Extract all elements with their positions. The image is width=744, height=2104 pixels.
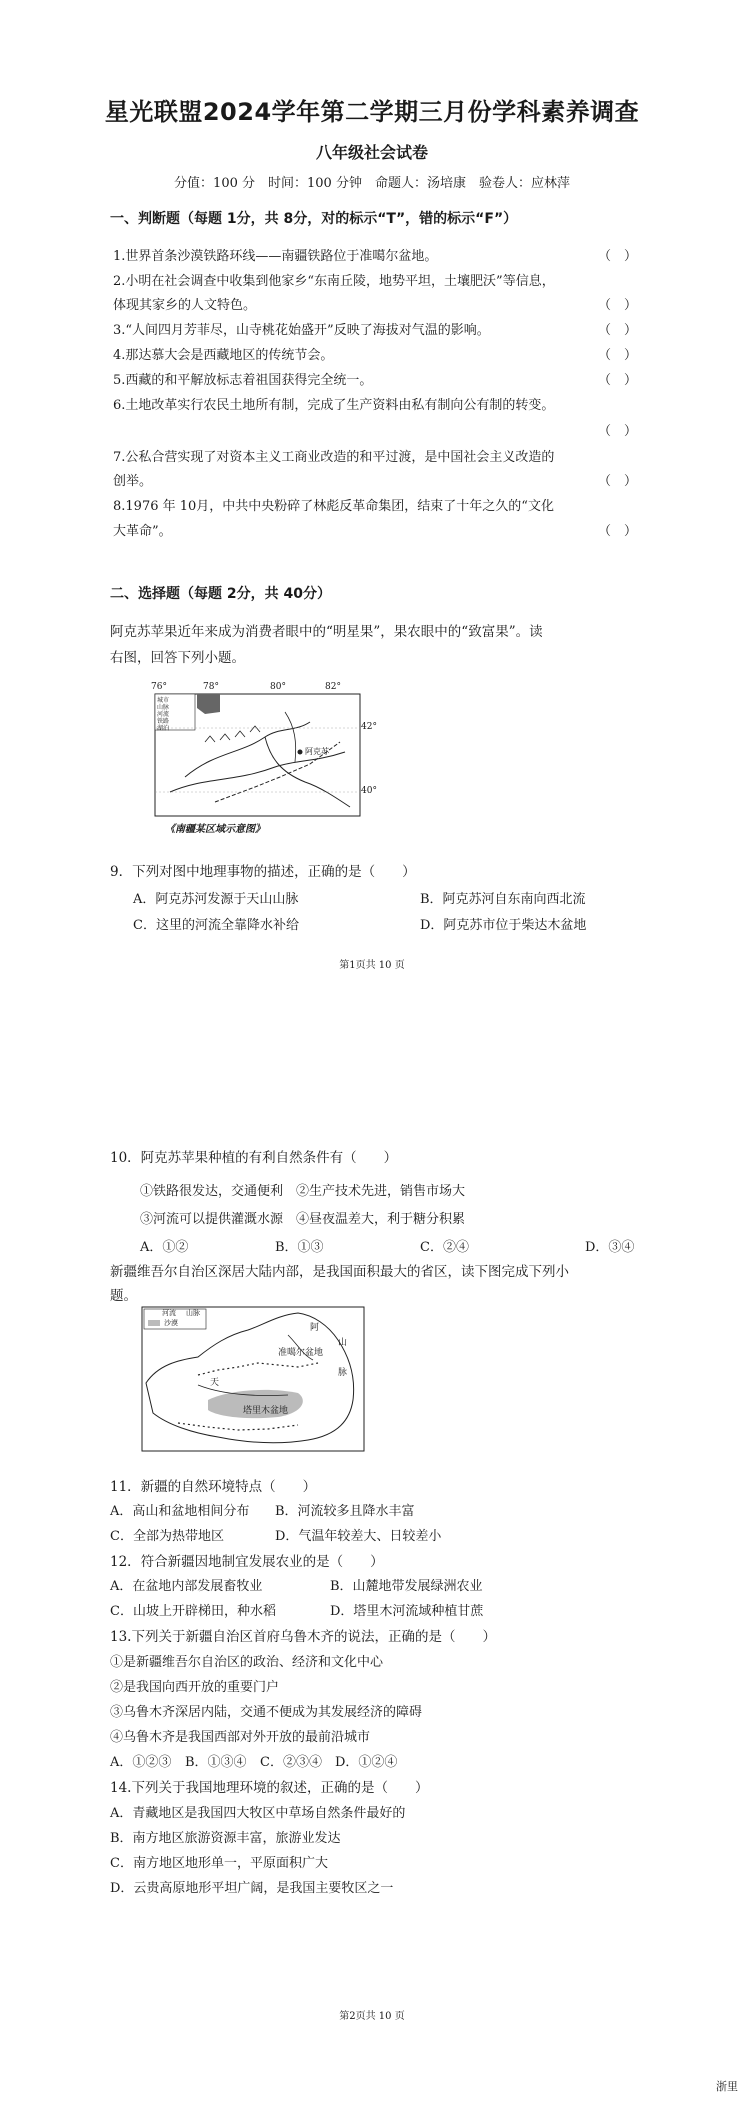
tf-item-1: 1.世界首条沙漠铁路环线——南疆铁路位于准噶尔盆地。 (113, 249, 438, 264)
tf-answer-7: （ ） (598, 474, 638, 489)
q9-option-d: D．阿克苏市位于柴达木盆地 (420, 918, 587, 933)
tf-answer-2: （ ） (598, 298, 638, 313)
page2-footer: 第2页共 10 页 (339, 2011, 405, 2022)
q11-intro-line1: 新疆维吾尔自治区深居大陆内部，是我国面积最大的省区，读下图完成下列小 (110, 1264, 569, 1280)
tf-item-3: 3.“人间四月芳菲尽，山寺桃花始盛开”反映了海拔对气温的影响。 (113, 323, 490, 338)
q10-option-a: A．①② (140, 1240, 189, 1255)
tf-answer-4: （ ） (598, 348, 638, 363)
q12-option-b: B．山麓地带发展绿洲农业 (330, 1579, 483, 1594)
q12-option-d: D．塔里木河流域种植甘蔗 (330, 1604, 484, 1619)
q11-option-a: A．高山和盆地相间分布 (110, 1504, 250, 1519)
south-xinjiang-map-svg (145, 682, 375, 834)
q11-stem: 11．新疆的自然环境特点（ ） (110, 1479, 317, 1495)
page1-footer: 第1页共 10 页 (339, 960, 405, 971)
q9-intro-line2: 右图，回答下列小题。 (110, 650, 245, 666)
tf-item-8-line1: 8.1976 年 10月，中共中央粉碎了林彪反革命集团，结束了十年之久的“文化 (113, 499, 554, 514)
tf-item-2-line1: 2.小明在社会调查中收集到他家乡“东南丘陵，地势平坦，土壤肥沃”等信息， (113, 274, 555, 289)
section1-heading: 一、判断题（每题 1分，共 8分，对的标示“T”，错的标示“F”） (110, 211, 518, 227)
map2-label-mai: 脉 (338, 1368, 348, 1378)
tf-item-5: 5.西藏的和平解放标志着祖国获得完全统一。 (113, 373, 373, 388)
q9-option-c: C．这里的河流全靠降水补给 (133, 918, 299, 933)
tf-item-2-line2: 体现其家乡的人文特色。 (113, 298, 257, 313)
q13-option-d: D．①②④ (335, 1755, 398, 1770)
map2-label-tarim: 塔里木盆地 (243, 1406, 289, 1416)
south-xinjiang-map (145, 682, 375, 834)
tf-answer-3: （ ） (598, 323, 638, 338)
q12-stem: 12．符合新疆因地制宜发展农业的是（ ） (110, 1554, 384, 1570)
q9-option-a: A．阿克苏河发源于天山山脉 (133, 892, 299, 907)
q10-cond-line1: ①铁路很发达，交通便利 ②生产技术先进，销售市场大 (140, 1184, 466, 1199)
map2-label-a: 阿 (310, 1323, 320, 1333)
q13-cond-4: ④乌鲁木齐是我国西部对外开放的最前沿城市 (110, 1730, 371, 1745)
q11-option-c: C．全部为热带地区 (110, 1529, 224, 1544)
q13-option-c: C．②③④ (260, 1755, 322, 1770)
map1-lon-tick-82: 82° (325, 682, 341, 692)
map2-label-junggar: 准噶尔盆地 (278, 1348, 324, 1358)
q10-option-c: C．②④ (420, 1240, 469, 1255)
tf-answer-8: （ ） (598, 524, 638, 539)
q13-cond-2: ②是我国向西开放的重要门户 (110, 1680, 280, 1695)
map2-legend-mountain: 山脉 (186, 1309, 200, 1317)
q10-option-d: D．③④ (585, 1240, 635, 1255)
q9-stem: 9．下列对图中地理事物的描述，正确的是（ ） (110, 864, 416, 880)
tf-answer-5: （ ） (598, 373, 638, 388)
tf-item-6: 6.土地改革实行农民土地所有制，完成了生产资料由私有制向公有制的转变。 (113, 398, 555, 413)
q14-stem: 14.下列关于我国地理环境的叙述，正确的是（ ） (110, 1780, 429, 1796)
section2-heading: 二、选择题（每题 2分，共 40分） (110, 586, 331, 602)
tf-item-8-line2: 大革命”。 (113, 524, 172, 539)
exam-meta: 分值：100 分 时间：100 分钟 命题人：汤培康 验卷人：应林萍 (174, 176, 570, 191)
map1-lat-tick-42: 42° (361, 722, 377, 732)
q11-option-b: B．河流较多且降水丰富 (275, 1504, 415, 1519)
q12-option-a: A．在盆地内部发展畜牧业 (110, 1579, 263, 1594)
q10-option-b: B．①③ (275, 1240, 324, 1255)
q11-option-d: D．气温年较差大、日较差小 (275, 1529, 442, 1544)
q12-option-c: C．山坡上开辟梯田，种水稻 (110, 1604, 276, 1619)
q9-intro-line1: 阿克苏苹果近年来成为消费者眼中的“明星果”，果农眼中的“致富果”。读 (110, 624, 543, 640)
page-title: 星光联盟2024学年第二学期三月份学科素养调查 (104, 98, 640, 126)
q9-option-b: B．阿克苏河自东南向西北流 (420, 892, 586, 907)
map2-legend-river: 河流 (162, 1309, 176, 1317)
map1-lon-tick-76: 76° (151, 682, 167, 692)
map1-place-aksu: 阿克苏 (305, 747, 329, 756)
map1-legend-lake: 湖泊 (157, 725, 170, 732)
q13-option-b: B．①③④ (185, 1755, 247, 1770)
q13-cond-1: ①是新疆维吾尔自治区的政治、经济和文化中心 (110, 1655, 384, 1670)
tf-answer-6: （ ） (598, 424, 638, 439)
q11-intro-line2: 题。 (110, 1288, 137, 1304)
q14-option-c: C．南方地区地形单一，平原面积广大 (110, 1856, 328, 1871)
tf-item-4: 4.那达慕大会是西藏地区的传统节会。 (113, 348, 334, 363)
map2-label-shan: 山 (338, 1338, 348, 1348)
q14-option-a: A．青藏地区是我国四大牧区中草场自然条件最好的 (110, 1806, 406, 1821)
map1-lon-tick-80: 80° (270, 682, 286, 692)
q14-option-d: D．云贵高原地形平坦广阔，是我国主要牧区之一 (110, 1881, 394, 1896)
map1-legend-mountain: 山脉 (157, 704, 170, 711)
q13-cond-3: ③乌鲁木齐深居内陆，交通不便成为其发展经济的障碍 (110, 1705, 423, 1720)
map2-legend-desert: 沙漠 (164, 1319, 178, 1327)
paper-subtitle: 八年级社会试卷 (315, 143, 428, 162)
q14-option-b: B．南方地区旅游资源丰富，旅游业发达 (110, 1831, 341, 1846)
map2-label-tian: 天 (210, 1378, 220, 1388)
xinjiang-map (138, 1305, 368, 1453)
map1-lat-tick-40: 40° (361, 786, 377, 796)
q13-option-a: A．①②③ (110, 1755, 172, 1770)
q10-cond-line2: ③河流可以提供灌溉水源 ④昼夜温差大，利于糖分积累 (140, 1212, 466, 1227)
map1-legend-railway: 铁路 (157, 718, 170, 725)
map1-legend-city: 城市 (157, 697, 170, 704)
q13-stem: 13.下列关于新疆自治区首府乌鲁木齐的说法，正确的是（ ） (110, 1629, 496, 1645)
map1-legend-river: 河流 (157, 711, 170, 718)
tf-item-7-line2: 创举。 (113, 474, 153, 489)
map1-caption: 《南疆某区域示意图》 (165, 824, 265, 835)
corner-mark: 浙里 (716, 2080, 738, 2093)
map1-lon-tick-78: 78° (203, 682, 219, 692)
tf-answer-1: （ ） (598, 249, 638, 264)
q10-stem: 10．阿克苏苹果种植的有利自然条件有（ ） (110, 1150, 398, 1166)
tf-item-7-line1: 7.公私合营实现了对资本主义工商业改造的和平过渡，是中国社会主义改造的 (113, 450, 555, 465)
